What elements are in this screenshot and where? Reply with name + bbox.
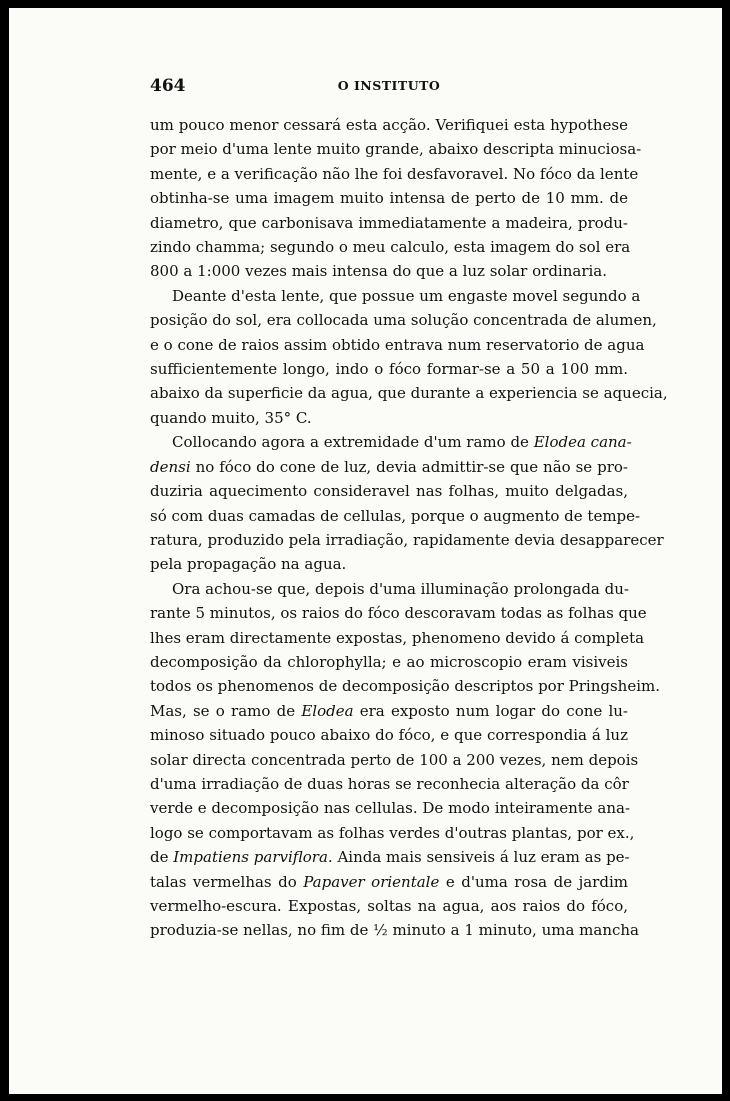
text-line: ratura, produzido pela irradiação, rapidamente devia desapparecer: [150, 530, 664, 549]
text-line: e o cone de raios assim obtido entrava num reservatorio de agua: [150, 335, 645, 354]
text-line: decomposição da chlorophylla; e ao microscopio eram visiveis: [150, 652, 628, 671]
text-line: logo se comportavam as folhas verdes d'outras plantas, por ex.,: [150, 823, 635, 842]
text-line: mente, e a verificação não lhe foi desfavoravel. No fóco da lente: [150, 164, 639, 183]
text-line: minoso situado pouco abaixo do fóco, e que correspondia á luz: [150, 726, 628, 745]
italic-term: Impatiens parviflora.: [173, 848, 333, 867]
text-line: Mas, se o ramo de Elodea era exposto num logar do cone lu-: [150, 701, 629, 720]
text-line: um pouco menor cessará esta acção. Verifiquei esta hypothese: [150, 116, 628, 134]
text-line: Collocando agora a extremidade d'um ramo de Elodea cana-: [172, 433, 632, 452]
text-line: posição do sol, era collocada uma solução concentrada de alumen,: [150, 311, 657, 330]
text-line: densi no fóco do cone de luz, devia admittir-se que não se pro-: [150, 457, 628, 476]
italic-term: densi: [150, 457, 191, 476]
page-number: 464: [150, 76, 186, 96]
text-line: vermelho-escura. Expostas, soltas na agua, aos raios do fóco,: [150, 897, 628, 915]
text-line: verde e decomposição nas cellulas. De modo inteiramente ana-: [150, 799, 631, 818]
text-line: só com duas camadas de cellulas, porque o augmento de tempe-: [150, 506, 641, 525]
italic-term: Elodea cana-: [533, 433, 632, 452]
paragraph: [150, 113, 642, 284]
text-line: Ora achou-se que, depois d'uma illuminação prolongada du-: [172, 579, 629, 598]
text-line: zindo chamma; segundo o meu calculo, esta imagem do sol era: [150, 238, 631, 257]
text-line: todos os phenomenos de decomposição descriptos por Pringsheim.: [150, 677, 660, 696]
text-line: por meio d'uma lente muito grande, abaixo descripta minuciosa-: [150, 140, 642, 159]
paragraph: [150, 577, 660, 943]
text-line: abaixo da superficie da agua, que durante a experiencia se aquecia,: [150, 384, 668, 403]
text-line: quando muito, 35° C.: [150, 408, 312, 427]
paragraph: [150, 284, 668, 430]
text-line: lhes eram directamente expostas, phenomeno devido á completa: [150, 628, 645, 647]
text-line: diametro, que carbonisava immediatamente a madeira, produ-: [150, 213, 628, 232]
text-line: talas vermelhas do Papaver orientale e d'uma rosa de jardim: [150, 872, 628, 891]
text-line: sufficientemente longo, indo o fóco formar-se a 50 a 100 mm.: [150, 360, 628, 379]
running-title: O INSTITUTO: [337, 78, 441, 93]
text-line: produzia-se nellas, no fim de ½ minuto a 1 minuto, uma mancha: [150, 921, 639, 940]
text-line: Deante d'esta lente, que possue um engaste movel segundo a: [172, 286, 641, 305]
italic-term: Papaver orientale: [303, 872, 440, 891]
body-text: [150, 113, 668, 943]
page-header: [150, 76, 628, 100]
italic-term: Elodea: [301, 701, 354, 720]
text-line: rante 5 minutos, os raios do fóco descoravam todas as folhas que: [150, 604, 647, 623]
text-line: pela propagação na agua.: [150, 555, 347, 574]
text-line: 800 a 1:000 vezes mais intensa do que a luz solar ordinaria.: [150, 262, 608, 281]
text-line: de Impatiens parviflora. Ainda mais sensiveis á luz eram as pe-: [150, 848, 630, 867]
text-line: obtinha-se uma imagem muito intensa de perto de 10 mm. de: [150, 189, 628, 208]
text-line: d'uma irradiação de duas horas se reconhecia alteração da côr: [150, 774, 629, 793]
text-line: solar directa concentrada perto de 100 a 200 vezes, nem depois: [150, 750, 639, 769]
text-line: duziria aquecimento consideravel nas folhas, muito delgadas,: [150, 482, 628, 501]
paragraph: [150, 430, 664, 576]
